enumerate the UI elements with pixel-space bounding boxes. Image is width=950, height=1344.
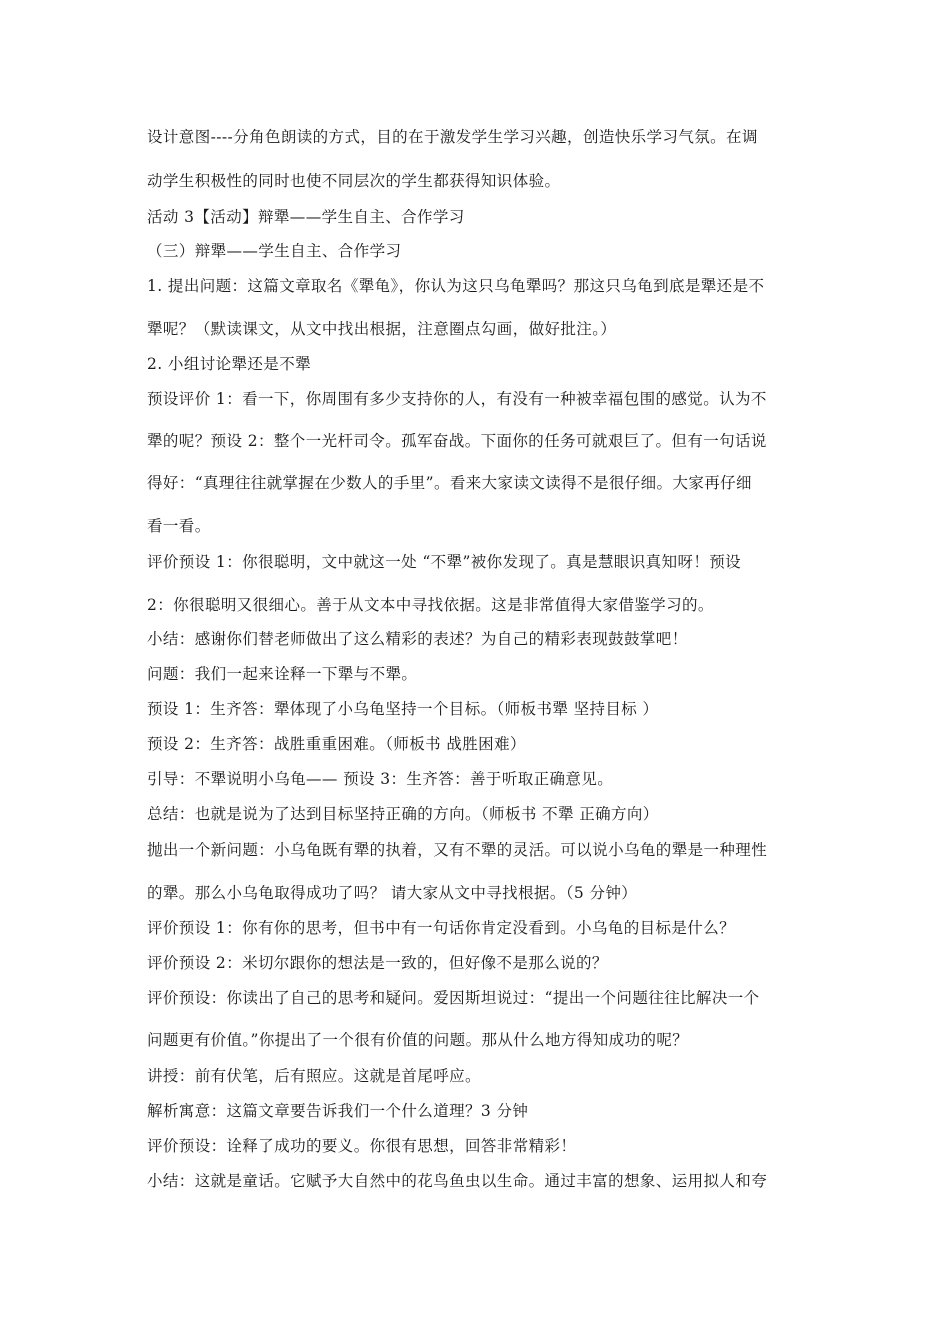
text-line: 抛出一个新问题：小乌龟既有犟的执着，又有不犟的灵活。可以说小乌龟的犟是一种理性: [147, 841, 768, 859]
text-line: （三）辩犟——学生自主、合作学习: [147, 242, 402, 260]
text-line: 小结：这就是童话。它赋予大自然中的花鸟鱼虫以生命。通过丰富的想象、运用拟人和夸: [147, 1172, 768, 1190]
text-line: 2. 小组讨论犟还是不犟: [147, 355, 312, 373]
text-line: 总结：也就是说为了达到目标坚持正确的方向。（师板书 不犟 正确方向）: [147, 805, 659, 823]
text-line: 预设 1：生齐答：犟体现了小乌龟坚持一个目标。（师板书犟 坚持目标 ）: [147, 700, 659, 718]
text-line: 小结：感谢你们替老师做出了这么精彩的表述？为自己的精彩表现鼓鼓掌吧！: [147, 630, 688, 648]
text-line: 设计意图----分角色朗读的方式，目的在于激发学生学习兴趣，创造快乐学习气氛。在调: [147, 128, 758, 146]
text-line: 活动 3【活动】辩犟——学生自主、合作学习: [147, 208, 465, 226]
text-line: 评价预设：诠释了成功的要义。你很有思想，回答非常精彩！: [147, 1137, 577, 1155]
text-line: 评价预设 1：你有你的思考，但书中有一句话你肯定没看到。小乌龟的目标是什么？: [147, 919, 735, 937]
text-line: 引导：不犟说明小乌龟—— 预设 3：生齐答：善于听取正确意见。: [147, 770, 614, 788]
text-line: 预设 2：生齐答：战胜重重困难。（师板书 战胜困难）: [147, 735, 526, 753]
text-line: 评价预设 1：你很聪明，文中就这一处 “不犟”被你发现了。真是慧眼识真知呀！预设: [147, 553, 742, 571]
text-line: 评价预设：你读出了自己的思考和疑问。爱因斯坦说过：“提出一个问题往往比解决一个: [147, 989, 760, 1007]
text-line: 犟呢？（默读课文，从文中找出根据，注意圈点勾画，做好批注。）: [147, 320, 617, 338]
text-line: 看一看。: [147, 517, 211, 535]
text-line: 2：你很聪明又很细心。善于从文本中寻找依据。这是非常值得大家借鉴学习的。: [147, 596, 714, 614]
text-line: 问题：我们一起来诠释一下犟与不犟。: [147, 665, 418, 683]
text-line: 评价预设 2：米切尔跟你的想法是一致的，但好像不是那么说的？: [147, 954, 608, 972]
text-line: 预设评价 1：看一下，你周围有多少支持你的人，有没有一种被幸福包围的感觉。认为不: [147, 390, 767, 408]
text-line: 得好：“真理往往就掌握在少数人的手里”。看来大家读文读得不是很仔细。大家再仔细: [147, 474, 752, 492]
text-line: 1. 提出问题：这篇文章取名《犟龟》，你认为这只乌龟犟吗？那这只乌龟到底是犟还是不: [147, 277, 765, 295]
text-line: 问题更有价值。”你提出了一个很有价值的问题。那从什么地方得知成功的呢？: [147, 1031, 689, 1049]
text-line: 的犟。那么小乌龟取得成功了吗？ 请大家从文中寻找根据。（5 分钟）: [147, 884, 638, 902]
text-line: 动学生积极性的同时也使不同层次的学生都获得知识体验。: [147, 172, 561, 190]
text-line: 讲授：前有伏笔，后有照应。这就是首尾呼应。: [147, 1067, 481, 1085]
text-line: 犟的呢？预设 2：整个一光杆司令。孤军奋战。下面你的任务可就艰巨了。但有一句话说: [147, 432, 767, 450]
text-line: 解析寓意：这篇文章要告诉我们一个什么道理？3 分钟: [147, 1102, 529, 1120]
